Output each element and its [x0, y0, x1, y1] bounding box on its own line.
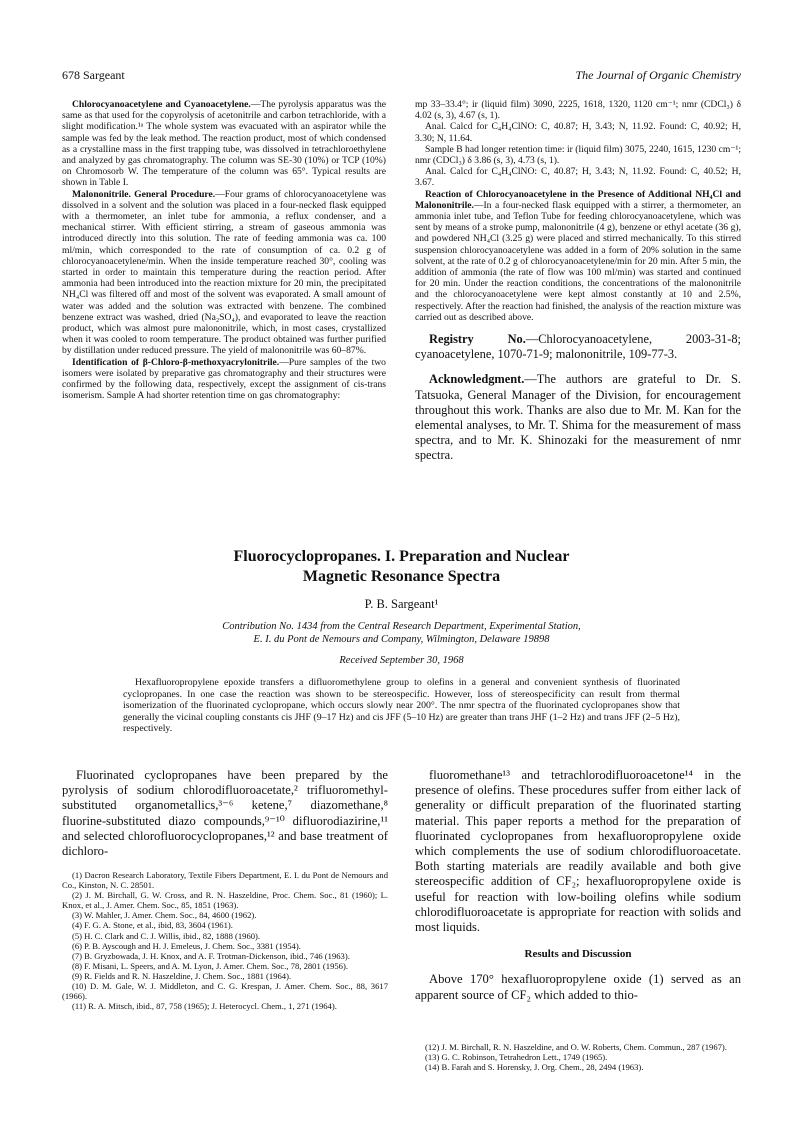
footnote: (1) Dacron Research Laboratory, Textile Fibers Department, E. I. du Pont de Nemours and Co., Kinston, N. C. 28501.: [62, 870, 388, 891]
body-right-column: [415, 768, 741, 1003]
footnote: (11) R. A. Mitsch, ibid., 87, 758 (1965); J. Heterocycl. Chem., 1, 271 (1964).: [72, 1001, 337, 1012]
paragraph: Anal. Calcd for C₄H₄ClNO: C, 40.87; H, 3.43; N, 11.92. Found: C, 40.92; H, 3.30; N, 11.64.: [415, 121, 741, 144]
footnote: (5) H. C. Clark and C. J. Willis, ibid., 82, 1888 (1960).: [72, 930, 261, 941]
footnote: (13) G. C. Robinson, Tetrahedron Lett., 1749 (1965).: [425, 1052, 608, 1063]
footnotes-left: [62, 870, 388, 1011]
paragraph: Above 170° hexafluoropropylene oxide (1) served as an apparent source of CF₂ which added to thio-: [415, 972, 741, 1002]
section-head: Identification of β-Chloro-β-methoxyacrylonitrile.: [72, 356, 280, 368]
paragraph: fluoromethane¹³ and tetrachlorodifluoroacetone¹⁴ in the presence of olefins. These procedures suffer from either lack of generality or difficult preparation of the fluorinated starting material. This paper reports a method for the preparation of fluorinated cyclopropanes from hexafluoropropylene oxide which complements the use of sodium chlorodifluoroacetate. Both starting materials are readily available and both give stereospecific addition of CF₂; hexafluoropropylene oxide is useful for reaction with low-boiling olefins while sodium chlorodifluoroacetate is appropriate for reaction with solids and most liquids.: [415, 768, 741, 935]
abstract: Hexafluoropropylene epoxide transfers a difluoromethylene group to olefins in a general and convenient synthesis of fluorinated cyclopropanes. In one case the reaction was shown to be stereospecific. However, loss of stereospecificity can result from thermal isomerization of the fluorinated cyclopropane, which occurs slowly near 200°. The nmr spectra of the fluorinated cyclopropanes show that generally the vicinal coupling constants cis JHF (9–17 Hz) and cis JFF (5–10 Hz) are greater than trans JHF (1–2 Hz) and trans JFF (2–5 Hz), respectively.: [123, 677, 680, 735]
running-header: [62, 68, 741, 86]
paragraph: —Pure samples of the two isomers were isolated by preparative gas chromatography and their structures were confirmed by the following data, respectively, except the assignment of cis-trans isomerism. Sample A had shorter retention time on gas chromatography:: [62, 356, 386, 402]
footnotes-right: [415, 1042, 741, 1072]
paragraph: mp 33–33.4°; ir (liquid film) 3090, 2225, 1618, 1320, 1120 cm⁻¹; nmr (CDCl₃) δ 4.02 (s, 3), 4.67 (s, 1).: [415, 99, 741, 122]
footnote: (3) W. Mahler, J. Amer. Chem. Soc., 84, 4600 (1962).: [72, 910, 257, 921]
received-date: Received September 30, 1968: [339, 655, 464, 666]
contribution: [62, 620, 741, 646]
paragraph: —Chlorocyanoacetylene, 2003-31-8; cyanoacetylene, 1070-71-9; malononitrile, 109-77-3.: [415, 332, 741, 362]
paragraph: —In a four-necked flask equipped with a stirrer, a thermometer, an ammonia inlet tube, and Teflon Tube for feeding chlorocyanoacetylene, which was sent by means of a stroke pump, malononitrile (4 g), benzene or ethyl acetate (36 g), and powdered NH₄Cl (3.25 g) were placed and stirred mechanically. To this stirred suspension chlorocyanoacetylene was added in a form of 20% solution in the same solvent, at the rate of 0.2 g of chlorocyanoacetylene/min for 20 min. After 5 min, the addition of ammonia (the rate of flow was 100 ml/min) was started and continued for 20 min. Under the reaction conditions, the concentrations of the malononitrile and the chlorocyanoacetylene were kept almost constantly at 10 and 2.5%, respectively. After the reaction had finished, the analysis of the reaction mixture was carried out as described above.: [415, 199, 741, 323]
title-line: Magnetic Resonance Spectra: [302, 568, 501, 585]
top-left-column: [62, 99, 386, 401]
section-heading: Results and Discussion: [524, 948, 632, 961]
top-right-column: [415, 99, 741, 464]
paragraph: —The authors are grateful to Dr. S. Tatsuoka, General Manager of the Division, for encouragement throughout this work. Thanks are also due to Mr. M. Kan for the elemental analyses, to Mr. T. Shima for the measurement of mass spectra, and to Mr. K. Shinozaki for the measurement of nmr spectra.: [415, 372, 741, 463]
section-head: Acknowledgment.: [429, 372, 525, 387]
section-head: Reaction of Chlorocyanoacetylene in the Presence of Additional NH₄Cl and Malononitrile.: [415, 188, 741, 211]
footnote: (7) B. Gryzbowada, J. H. Knox, and A. F. Trotman-Dickenson, ibid., 746 (1963).: [72, 950, 350, 961]
article-title: [62, 547, 741, 587]
paragraph: —The pyrolysis apparatus was the same as that used for the copyrolysis of acetonitrile and carbon tetrachloride, with a slight modification.¹ᵃ The whole system was evacuated with an aspirator while the sample was fed by the leak method. The reaction product, most of which condensed as a crystalline mass in the first trapping tube, was dissolved in tetrachloroethylene and analyzed by gas chromatography. The column was SE-30 (10%) or TCP (10%) on Chromosorb W. The temperature of the column was 65°. Typical results are shown in Table I.: [62, 99, 386, 189]
footnote: (2) J. M. Birchall, G. W. Cross, and R. N. Haszeldine, Proc. Chem. Soc., 81 (1960); L. Knox, et al., J. Amer. Chem. Soc., 85, 1851 (1963).: [62, 890, 388, 911]
acknowledgment-block: [415, 372, 741, 463]
page-number-author: 678 Sargeant: [62, 68, 125, 82]
contribution-line: E. I. du Pont de Nemours and Company, Wilmington, Delaware 19898: [253, 634, 550, 645]
registry-block: [415, 332, 741, 362]
paragraph: —Four grams of chlorocyanoacetylene was dissolved in a solvent and the solution was placed in a four-necked flask equipped with a thermometer, an inlet tube for ammonia, a reflux condenser, and a mechanical stirrer. With efficient stirring, a stream of gaseous ammonia was introduced directly into this solution. The rate of feeding ammonia was ca. 100 ml/min, which corresponded to the rate of consumption of ca. 0.2 g of chlorocyanoacetylene/min. When the inside temperature reached 30°, cooling was started in order to maintain this temperature during the reaction period. After ammonia had been introduced into the reaction mixture for 20 min, the precipitated NH₄Cl was filtered off and most of the solvent was evaporated. A small amount of water was added and the solution was extracted with benzene. The combined benzene extract was washed, dried (Na₂SO₄), and evaporated to leave the reaction product, which was almost pure malononitrile, which, in most cases, crystallized when it was cooled to room temperature. The product obtained was further purified by distillation under reduced pressure. The yield of malononitrile was 60–87%.: [62, 188, 386, 357]
contribution-line: Contribution No. 1434 from the Central Research Department, Experimental Station,: [222, 621, 581, 632]
footnote: (10) D. M. Gale, W. J. Middleton, and C. G. Krespan, J. Amer. Chem. Soc., 88, 3617 (1966).: [62, 981, 388, 1002]
footnote: (8) F. Misani, L. Speers, and A. M. Lyon, J. Amer. Chem. Soc., 78, 2801 (1956).: [72, 960, 348, 971]
section-head: Malononitrile. General Procedure.: [72, 188, 216, 200]
footnote: (14) B. Farah and S. Horensky, J. Org. Chem., 28, 2494 (1963).: [425, 1062, 644, 1073]
footnote: (6) P. B. Ayscough and H. J. Emeleus, J. Chem. Soc., 3381 (1954).: [72, 940, 301, 951]
section-head: Chlorocyanoacetylene and Cyanoacetylene.: [72, 99, 251, 110]
footnote: (12) J. M. Birchall, R. N. Haszeldine, and O. W. Roberts, Chem. Commun., 287 (1967).: [425, 1042, 727, 1052]
author: P. B. Sargeant¹: [364, 597, 439, 611]
paragraph: Anal. Calcd for C₄H₄ClNO: C, 40.87; H, 3.43; N, 11.92. Found: C, 40.52; H, 3.67.: [415, 166, 741, 189]
paragraph: Fluorinated cyclopropanes have been prepared by the pyrolysis of sodium chlorodifluoroacetate,² trifluoromethyl-substituted organometallics,³⁻⁶ ketene,⁷ diazomethane,⁸ fluorine-substituted diazo compounds,⁹⁻¹⁰ difluorodiazirine,¹¹ and selected chlorofluorocyclopropanes,¹² and base treatment of dichloro-: [62, 768, 388, 859]
section-head: Registry No.: [429, 332, 526, 347]
title-line: Fluorocyclopropanes. I. Preparation and Nuclear: [233, 548, 570, 565]
footnote: (4) F. G. A. Stone, et al., ibid, 83, 3604 (1961).: [72, 920, 233, 931]
footnote: (9) R. Fields and R. N. Haszeldine, J. Chem. Soc., 1881 (1964).: [72, 970, 292, 981]
journal-name: The Journal of Organic Chemistry: [575, 68, 741, 82]
body-left-column: [62, 768, 388, 859]
paragraph: Sample B had longer retention time: ir (liquid film) 3075, 2240, 1615, 1230 cm⁻¹; nmr (CDCl₃) δ 3.86 (s, 3), 4.73 (s, 1).: [415, 143, 741, 167]
